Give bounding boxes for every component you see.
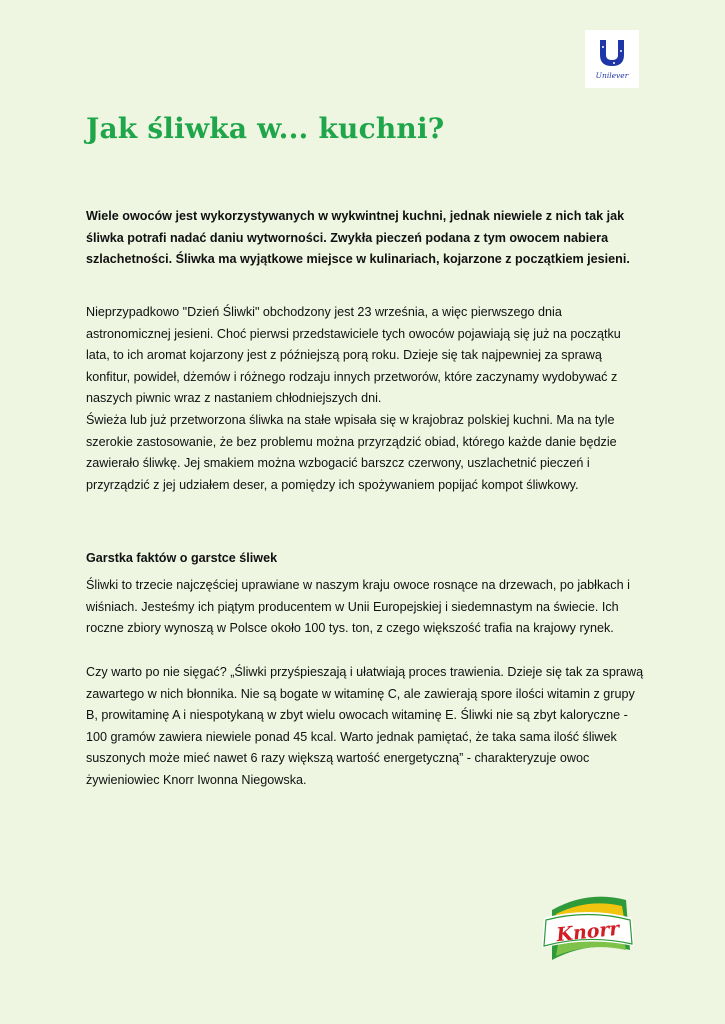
unilever-logo: [585, 30, 639, 88]
section-heading: Garstka faktów o garstce śliwek: [86, 551, 278, 565]
knorr-logo: [538, 888, 638, 978]
lead-paragraph: Wiele owoców jest wykorzystywanych w wykwintnej kuchni, jednak niewiele z nich tak jak śliwka potrafi nadać daniu wytworności. Zwykła pieczeń podana z tym owocem nabiera szlachetności. Śliwka ma wyjątkowe miejsce w kulinariach, kojarzone z początkiem jesieni.: [86, 209, 630, 266]
page-title: Jak śliwka w... kuchni?: [86, 112, 445, 145]
unilever-wordmark: Unilever: [595, 71, 629, 80]
body-paragraph-1: Nieprzypadkowo "Dzień Śliwki" obchodzony jest 23 września, a więc pierwszego dnia astronomicznej jesieni. Choć pierwsi przedstawiciele tych owoców pojawiają się już na początku lata, to ich aromat kojarzony jest z późniejszą porą roku. Dzieje się tak najpewniej za sprawą konfitur, powideł, dżemów i różnego rodzaju innych przetworów, które zaczynamy wydobywać z naszych piwnic wraz z nastaniem chłodniejszych dni.: [86, 305, 621, 405]
facts-paragraph-2: Czy warto po nie sięgać? „Śliwki przyśpieszają i ułatwiają proces trawienia. Dzieje się tak za sprawą zawartego w nich błonnika. Nie są bogate w witaminę C, ale zawierają spore ilości witamin z grupy B, prowitaminę A i niespotykaną w zbyt wielu owocach witaminę E. Śliwki nie są zbyt kaloryczne - 100 gramów zawiera niewiele ponad 45 kcal. Warto jednak pamiętać, że taka sama ilość śliwek suszonych może mieć nawet 6 razy większą wartość energetyczną” - charakteryzuje owoc żywieniowiec Knorr Iwonna Niegowska.: [86, 665, 644, 787]
unilever-u-icon: [595, 38, 629, 68]
facts-paragraph-1: Śliwki to trzecie najczęściej uprawiane w naszym kraju owoce rosnące na drzewach, po jabłkach i wiśniach. Jesteśmy ich piątym producentem w Unii Europejskiej i siedemnastym na świecie. Ich roczne zbiory wynoszą w Polsce około 100 tys. ton, z czego większość trafia na krajowy rynek.: [86, 578, 630, 635]
body-paragraph-2: Świeża lub już przetworzona śliwka na stałe wpisała się w krajobraz polskiej kuchni. Ma na tyle szerokie zastosowanie, że bez problemu można przyrządzić obiad, którego każde danie będzie zawierało śliwkę. Jej smakiem można wzbogacić barszcz czerwony, uszlachetnić pieczeń i przyrządzić z jej udziałem deser, a pomiędzy ich spożywaniem popijać kompot śliwkowy.: [86, 413, 617, 492]
knorr-wordmark: Knorr: [555, 917, 621, 947]
